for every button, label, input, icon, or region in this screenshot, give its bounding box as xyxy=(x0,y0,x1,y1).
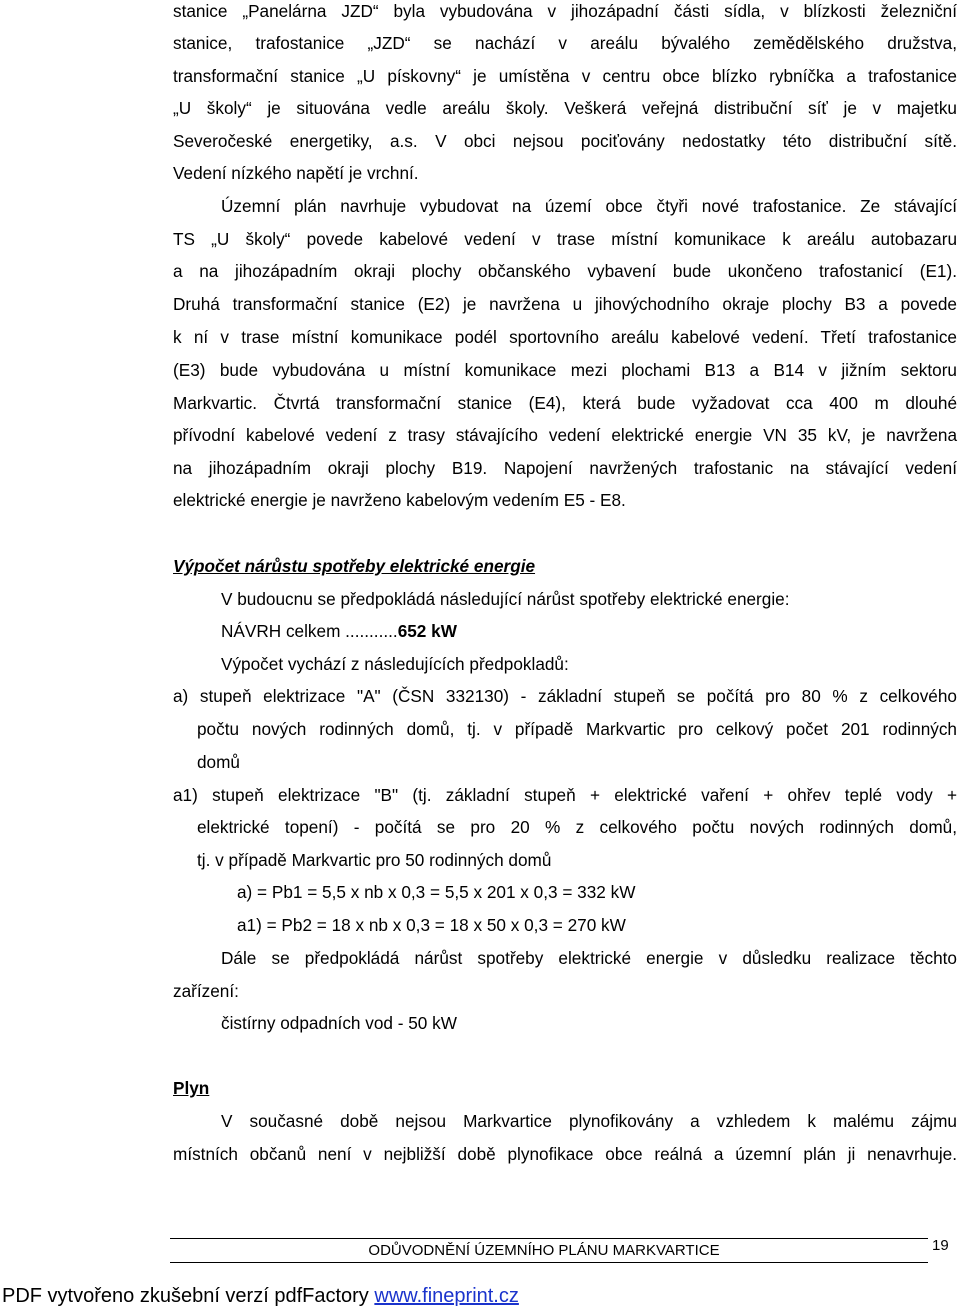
list-item-a1: a1) stupeň elektrizace "B" (tj. základní stupeň + elektrické vaření + ohřev teplé vody + xyxy=(173,785,957,805)
total-value: 652 kW xyxy=(397,621,457,641)
text-line: Dále se předpokládá nárůst spotřeby elektrické energie v důsledku realizace těchto xyxy=(221,948,957,968)
text-line: stanice, trafostanice „JZD“ se nachází v areálu bývalého zemědělského družstva, xyxy=(173,33,957,53)
list-item-a: a) stupeň elektrizace "A" (ČSN 332130) - základní stupeň se počítá pro 80 % z celkového xyxy=(173,686,957,706)
list-item-a1-cont: tj. v případě Markvartic pro 50 rodinných domů xyxy=(197,850,552,870)
footer-title: ODŮVODNĚNÍ ÚZEMNÍHO PLÁNU MARKVARTICE xyxy=(368,1242,720,1259)
text-line: k ní v trase místní komunikace podél sportovního areálu kabelové vedení. Třetí trafostanice xyxy=(173,327,957,347)
text-line: TS „U školy“ povede kabelové vedení v trase místní komunikace k areálu autobazaru xyxy=(173,229,957,249)
footer-rule xyxy=(170,1262,928,1263)
formula-a1: a1) = Pb2 = 18 x nb x 0,3 = 18 x 50 x 0,3 = 270 kW xyxy=(237,915,626,935)
section-heading: Výpočet nárůstu spotřeby elektrické energie xyxy=(173,556,536,576)
list-item-a-cont: počtu nových rodinných domů, tj. v případě Markvartic pro celkový počet 201 rodinných xyxy=(197,719,957,739)
fineprint-link[interactable]: www.fineprint.cz xyxy=(374,1285,519,1307)
text-line: Markvartic. Čtvrtá transformační stanice (E4), která bude vyžadovat cca 400 m dlouhé xyxy=(173,393,957,413)
text-line: na jihozápadním okraji plochy B19. Napojení navržených trafostanic na stávající vedení xyxy=(173,458,957,478)
total-line xyxy=(221,621,957,641)
text-line: V současné době nejsou Markvartice plynofikovány a vzhledem k malému zájmu xyxy=(221,1111,957,1131)
text-line: Severočeské energetiky, a.s. V obci nejsou pociťovány nedostatky této distribuční sítě. xyxy=(173,131,957,151)
total-label: NÁVRH celkem ........... xyxy=(221,621,398,641)
text-line: Druhá transformační stanice (E2) je navržena u jihovýchodního okraje plochy B3 a povede xyxy=(173,294,957,314)
list-item-a-cont: domů xyxy=(197,752,240,772)
text-line: (E3) bude vybudována u místní komunikace mezi plochami B13 a B14 v jižním sektoru xyxy=(173,360,957,380)
text-line: elektrické energie je navrženo kabelovým vedením E5 - E8. xyxy=(173,490,626,510)
formula-a: a) = Pb1 = 5,5 x nb x 0,3 = 5,5 x 201 x 0,3 = 332 kW xyxy=(237,882,636,902)
list-item-a1-cont: elektrické topení) - počítá se pro 20 % z celkového počtu nových rodinných domů, xyxy=(197,817,957,837)
page-number: 19 xyxy=(932,1237,949,1254)
text-line: stanice „Panelárna JZD“ byla vybudována v jihozápadní části sídla, v blízkosti železniční xyxy=(173,1,957,21)
text-line: transformační stanice „U pískovny“ je umístěna v centru obce blízko rybníčka a trafostanice xyxy=(173,66,957,86)
text-line: místních občanů není v nejbližší době plynofikace obce reálná a územní plán ji nenavrhuje. xyxy=(173,1144,957,1164)
pdf-watermark xyxy=(2,1284,519,1308)
text-line: přívodní kabelové vedení z trasy stávajícího vedení elektrické energie VN 35 kV, je navržena xyxy=(173,425,957,445)
text-line: a na jihozápadním okraji plochy občanského vybavení bude ukončeno trafostanicí (E1). xyxy=(173,261,957,281)
text-line: Výpočet vychází z následujících předpokladů: xyxy=(221,654,569,674)
footer-rule xyxy=(170,1238,928,1239)
text-line: čistírny odpadních vod - 50 kW xyxy=(221,1013,457,1033)
text-line: zařízení: xyxy=(173,981,239,1001)
pdf-watermark-text: PDF vytvořeno zkušební verzí pdfFactory xyxy=(2,1285,375,1307)
text-line: „U školy“ je situována vedle areálu školy. Veškerá veřejná distribuční síť je v majetku xyxy=(173,98,957,118)
section-heading: Plyn xyxy=(173,1078,210,1098)
text-line: Vedení nízkého napětí je vrchní. xyxy=(173,163,419,183)
text-line: Územní plán navrhuje vybudovat na území obce čtyři nové trafostanice. Ze stávající xyxy=(221,196,957,216)
text-line: V budoucnu se předpokládá následující nárůst spotřeby elektrické energie: xyxy=(221,589,790,609)
